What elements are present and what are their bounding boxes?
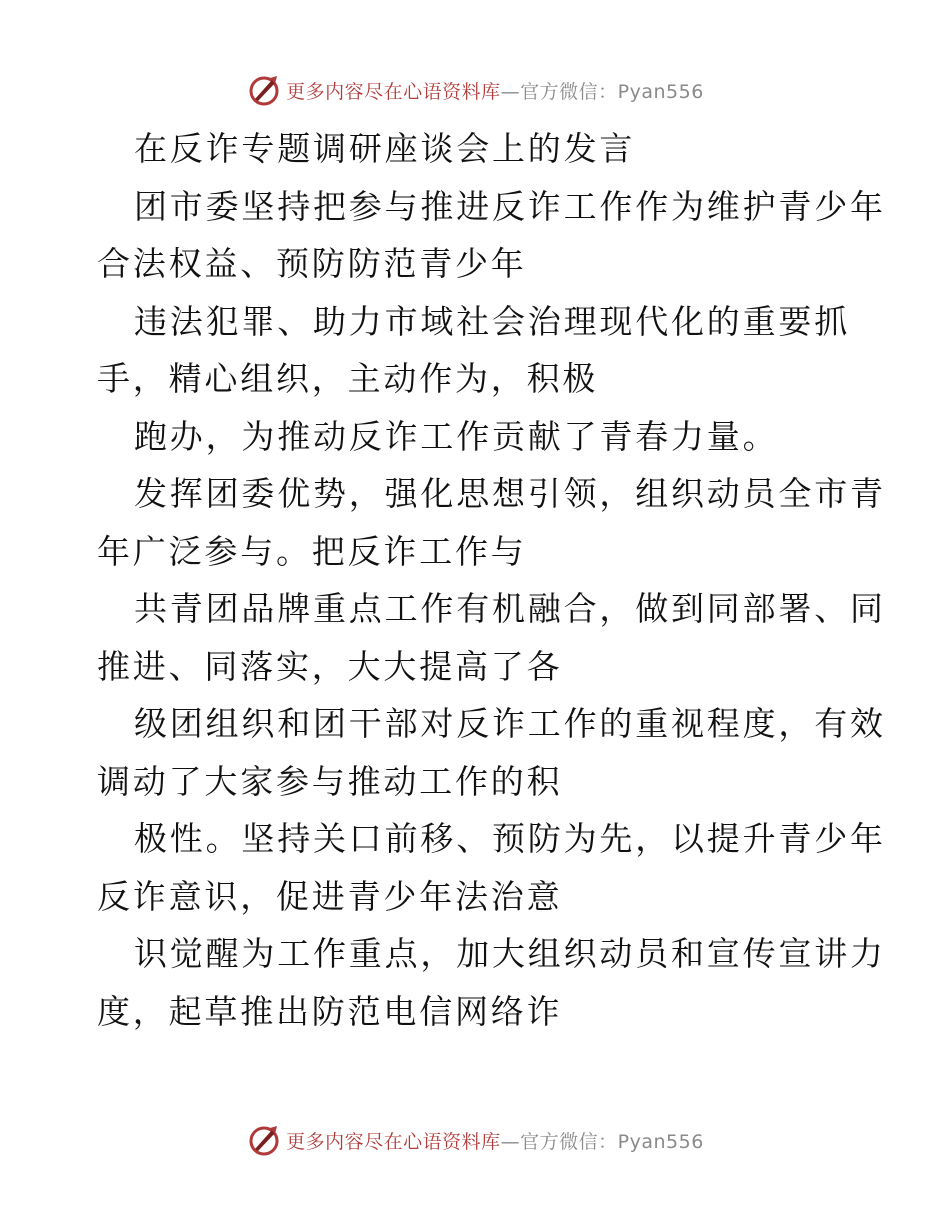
doc-line: 年广泛参与。把反诈工作与 <box>97 531 527 571</box>
doc-line: 手，精心组织，主动作为，积极 <box>97 359 599 398</box>
doc-line: 识觉醒为工作重点，加大组织动员和宣传宣讲力 <box>134 934 886 973</box>
doc-line: 反诈意识，促进青少年法治意 <box>97 876 563 916</box>
quill-logo-icon <box>246 1122 282 1158</box>
doc-line: 团市委坚持把参与推进反诈工作作为维护青少年 <box>134 186 886 226</box>
doc-line: 调动了大家参与推动工作的积 <box>97 761 563 801</box>
header-brand-text: 更多内容尽在心语资料库 <box>286 80 501 103</box>
doc-line: 在反诈专题调研座谈会上的发言 <box>134 129 636 168</box>
doc-line: 度，起草推出防范电信网络诈 <box>97 991 563 1031</box>
header-banner-text <box>286 77 704 104</box>
doc-line: 合法权益、预防防范青少年 <box>97 244 527 283</box>
header-watermark-banner <box>0 70 950 110</box>
doc-line: 共青团品牌重点工作有机融合，做到同部署、同 <box>134 589 886 628</box>
doc-line: 跑办，为推动反诈工作贡献了青春力量。 <box>134 416 779 456</box>
header-dash: — <box>500 80 521 103</box>
footer-banner-text <box>286 1127 704 1154</box>
doc-line: 违法犯罪、助力市域社会治理现代化的重要抓 <box>134 301 850 341</box>
doc-line: 发挥团委优势，强化思想引领，组织动员全市青 <box>134 474 886 513</box>
doc-line: 级团组织和团干部对反诈工作的重视程度，有效 <box>134 704 886 743</box>
footer-wechat-text: 官方微信：Pyan556 <box>520 1130 704 1153</box>
footer-dash: — <box>500 1130 521 1153</box>
header-wechat-text: 官方微信：Pyan556 <box>520 80 704 103</box>
document-body <box>97 120 886 1040</box>
doc-line: 极性。坚持关口前移、预防为先，以提升青少年 <box>134 819 886 858</box>
quill-logo-icon <box>246 72 282 108</box>
footer-brand-text: 更多内容尽在心语资料库 <box>286 1130 501 1153</box>
doc-line: 推进、同落实，大大提高了各 <box>97 646 563 686</box>
footer-watermark-banner <box>0 1120 950 1160</box>
